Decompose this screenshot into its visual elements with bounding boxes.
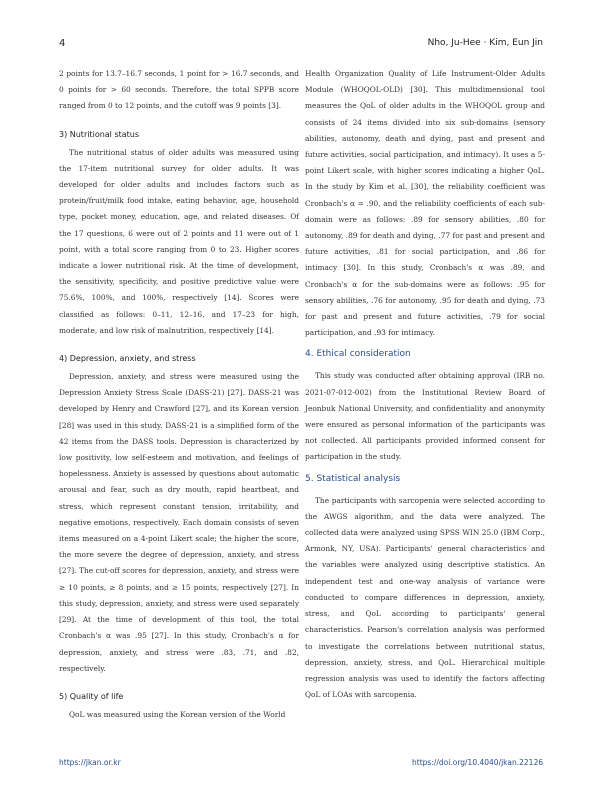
depression-heading: 4) Depression, anxiety, and stress bbox=[59, 354, 196, 364]
ethics-paragraph: This study was conducted after obtaining approval (IRB no. 2021-07-012-002) from the Institutional Review Board of Jeonbuk National University, and confidentiality and anonymity were ensured as personal information of the participants was not collected. All participants provided informed consent for participation in the study. bbox=[305, 371, 545, 462]
doi-link[interactable]: https://doi.org/10.4040/jkan.22126 bbox=[412, 758, 543, 767]
journal-link[interactable]: https://jkan.or.kr bbox=[59, 758, 121, 767]
qol-continued-paragraph: Health Organization Quality of Life Instrument-Older Adults Module (WHOQOL-OLD) [30]. This multidimensional tool measures the QoL of older adults in the WHOQOL group and consists of 24 items divided into six sub-domains (sensory abilities, autonomy, death and dying, past and present and future activities, social participation, and intimacy). It uses a 5-point Likert scale, with higher scores indicating a higher QoL. In the study by Kim et al. [30], the reliability coefficient was Cronbach's α = .90, and the reliability coefficients of each sub-domain were as follows: .89 for sensory abilities, .80 for autonomy, .89 for death and dying, .77 for past and present and future activities, .81 for social participation, and .86 for intimacy [30]. In this study, Cronbach's α was .89, and Cronbach's α for the sub-domains were as follows: .95 for sensory abilities, .76 for autonomy, .95 for death and dying, .73 for past and present and future activities, .79 for social participation, and .93 for intimacy. bbox=[305, 69, 545, 338]
ethics-heading: 4. Ethical consideration bbox=[305, 349, 411, 360]
page-header bbox=[59, 38, 543, 54]
qol-heading: 5) Quality of life bbox=[59, 691, 124, 701]
running-authors: Nho, Ju-Hee · Kim, Eun Jin bbox=[427, 38, 543, 48]
stats-heading: 5. Statistical analysis bbox=[305, 473, 401, 484]
nutrition-paragraph: The nutritional status of older adults was measured using the 17-item nutritional survey for older adults. It was developed for older adults and includes factors such as protein/fruit/milk food intake, eating behavior, age, household type, pocket money, education, age, and related diseases. Of the 17 questions, 6 were out of 2 points and 11 were out of 1 point, with a total score ranging from 0 to 23. Higher scores indicate a lower nutritional risk. At the time of development, the sensitivity, specificity, and positive predictive value were 75.6%, 100%, and 100%, respectively [14]. Scores were classified as follows: 0–11, 12–16, and 17–23 for high, moderate, and low risk of malnutrition, respectively [14]. bbox=[59, 147, 299, 335]
qol-paragraph: QoL was measured using the Korean version of the World bbox=[69, 709, 286, 719]
page-footer bbox=[59, 758, 543, 772]
nutrition-heading: 3) Nutritional status bbox=[59, 129, 140, 139]
page-number: 4 bbox=[59, 38, 66, 49]
intro-paragraph: 2 points for 13.7–16.7 seconds, 1 point for > 16.7 seconds, and 0 points for > 60 seconds. Therefore, the total SPPB score ranged from 0 to 12 points, and the cutoff was 9 points [3]. bbox=[59, 69, 299, 111]
left-column bbox=[59, 66, 299, 723]
stats-paragraph: The participants with sarcopenia were selected according to the AWGS algorithm, and the data were analyzed. The collected data were analyzed using SPSS WIN 25.0 (IBM Corp., Armonk, NY, USA). Participants' general characteristics and the variables were analyzed using descriptive statistics. An independent test and one-way analysis of variance were conducted to compare differences in depression, anxiety, stress, and QoL according to participants' general characteristics. Pearson's correlation analysis was performed to investigate the correlations between nutritional status, depression, anxiety, stress, and QoL. Hierarchical multiple regression analysis was used to identify the factors affecting QoL of LOAs with sarcopenia. bbox=[305, 495, 545, 700]
depression-paragraph: Depression, anxiety, and stress were measured using the Depression Anxiety Stress Scale (DASS-21) [27]. DASS-21 was developed by Henry and Crawford [27], and its Korean version [28] was used in this study. DASS-21 is a simplified form of the 42 items from the DASS tools. Depression is characterized by low positivity, low self-esteem and motivation, and feelings of hopelessness. Anxiety is assessed by questions about automatic arousal and fear, such as dry mouth, rapid heartbeat, and stress, which represent constant tension, irritability, and negative emotions, respectively. Each domain consists of seven items measured on a 4-point Likert scale; the higher the score, the more severe the degree of depression, anxiety, and stress [27]. The cut-off scores for depression, anxiety, and stress were ≥ 10 points, ≥ 8 points, and ≥ 15 points, respectively [27]. In this study, depression, anxiety, and stress were used separately [29]. At the time of development of this tool, the total Cronbach's α was .95 [27]. In this study, Cronbach's α for depression, anxiety, and stress were .83, .71, and .82, respectively. bbox=[59, 372, 299, 673]
right-column bbox=[305, 66, 545, 703]
